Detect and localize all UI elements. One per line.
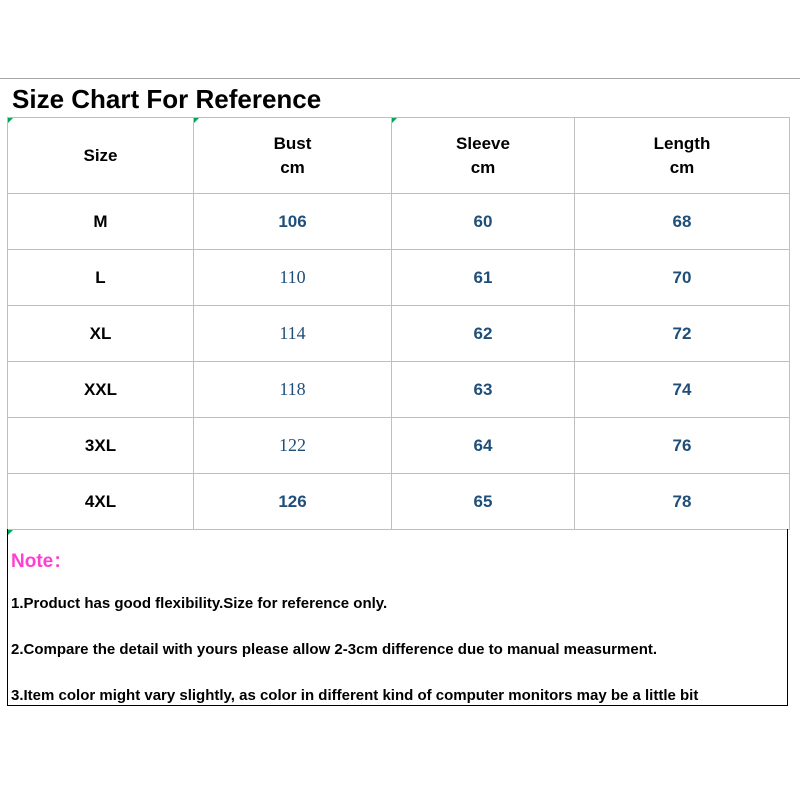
length-cell: 76 — [575, 418, 790, 474]
header-unit: cm — [280, 157, 305, 177]
header-label: Bust — [273, 133, 312, 153]
page-title: Size Chart For Reference — [12, 84, 322, 114]
length-cell: 68 — [575, 194, 790, 250]
length-cell: 70 — [575, 250, 790, 306]
table-row — [8, 194, 790, 250]
size-cell: XXL — [8, 362, 194, 418]
table-row — [8, 474, 790, 530]
sleeve-cell: 65 — [392, 474, 575, 530]
sleeve-cell: 64 — [392, 418, 575, 474]
bust-cell: 126 — [194, 474, 392, 530]
note-box — [7, 529, 788, 706]
table-header-row — [8, 118, 790, 194]
sleeve-cell: 61 — [392, 250, 575, 306]
header-unit: cm — [470, 157, 496, 177]
header-size — [8, 118, 194, 194]
header-bust — [194, 118, 392, 194]
size-cell: L — [8, 250, 194, 306]
note-line: 2.Compare the detail with yours please allow 2-3cm difference due to manual measurment. — [11, 641, 658, 658]
table-row — [8, 418, 790, 474]
sleeve-cell: 60 — [392, 194, 575, 250]
size-cell: M — [8, 194, 194, 250]
header-label: Length — [653, 133, 711, 153]
note-title: Note： — [11, 551, 73, 572]
size-cell: 4XL — [8, 474, 194, 530]
sleeve-cell: 63 — [392, 362, 575, 418]
header-length — [575, 118, 790, 194]
header-unit: cm — [669, 157, 695, 177]
bust-cell: 118 — [194, 362, 392, 418]
bust-cell: 114 — [194, 306, 392, 362]
bust-cell: 122 — [194, 418, 392, 474]
sleeve-cell: 62 — [392, 306, 575, 362]
header-label: Size — [83, 145, 118, 165]
length-cell: 74 — [575, 362, 790, 418]
table-row — [8, 362, 790, 418]
bust-cell: 106 — [194, 194, 392, 250]
size-chart-table — [7, 117, 790, 530]
note-line: 3.Item color might vary slightly, as color in different kind of computer monitors may be a little bit — [11, 687, 699, 704]
top-divider — [0, 78, 800, 79]
cell-corner-marker — [392, 118, 397, 123]
table-row — [8, 306, 790, 362]
header-label: Sleeve — [456, 133, 510, 153]
note-line: 1.Product has good flexibility.Size for reference only. — [11, 595, 388, 612]
length-cell: 78 — [575, 474, 790, 530]
length-cell: 72 — [575, 306, 790, 362]
size-cell: 3XL — [8, 418, 194, 474]
size-cell: XL — [8, 306, 194, 362]
bust-cell: 110 — [194, 250, 392, 306]
header-sleeve — [392, 118, 575, 194]
table-row — [8, 250, 790, 306]
cell-corner-marker — [8, 118, 13, 123]
cell-corner-marker — [194, 118, 199, 123]
